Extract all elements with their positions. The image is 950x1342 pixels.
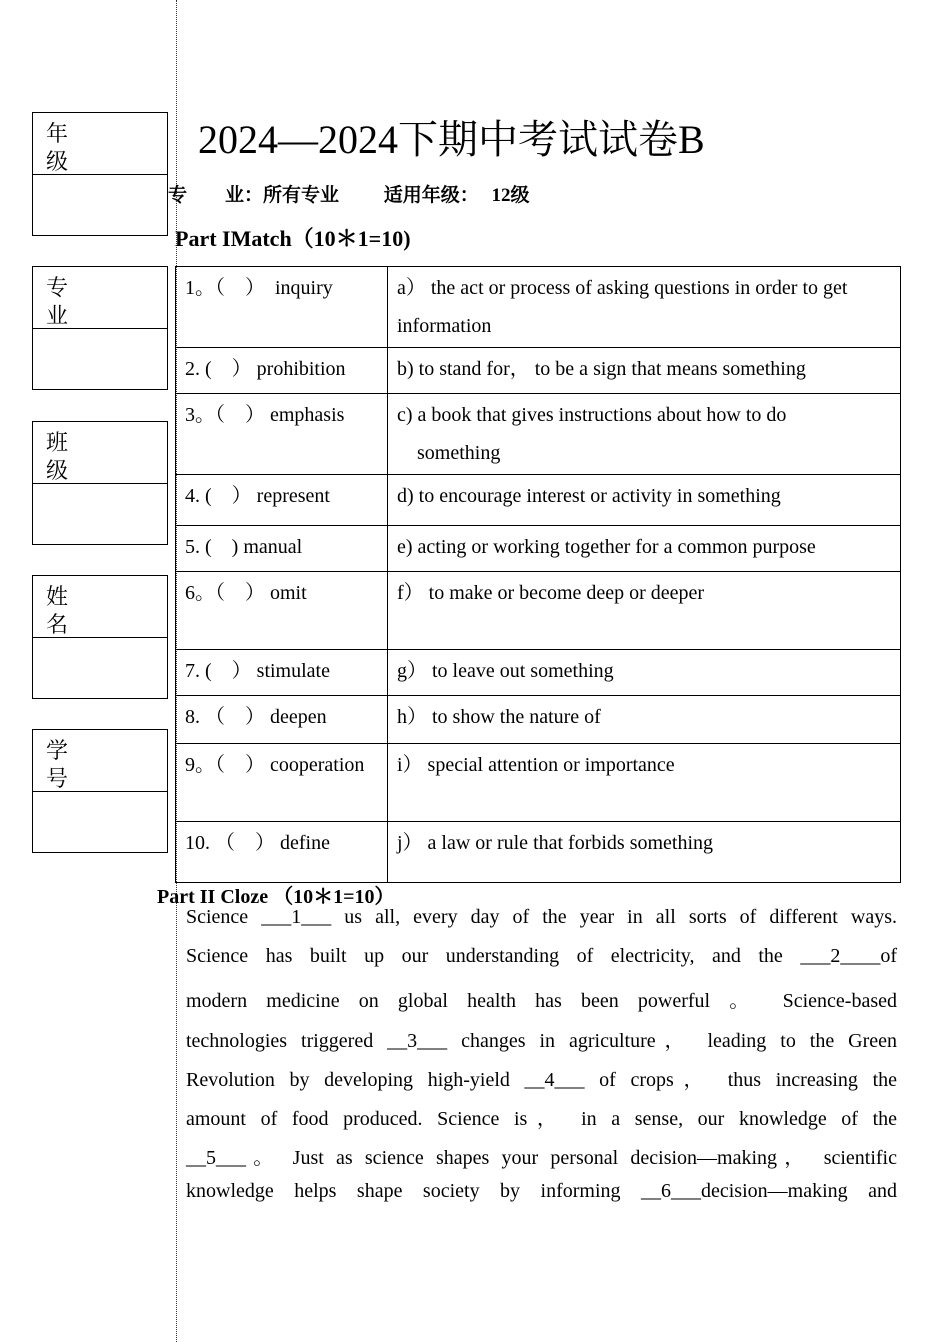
match-term: 9。（ ） cooperation — [176, 744, 388, 822]
cloze-line: Science has built up our understanding of electricity, and the ___2____of — [186, 945, 897, 968]
table-row — [176, 822, 901, 883]
match-term: 3。（ ） emphasis — [176, 394, 388, 475]
table-row — [176, 650, 901, 696]
part2-heading: Part II Cloze （10＊1=10） — [157, 886, 395, 908]
side-label: 班级 — [46, 431, 69, 484]
match-term: 1。（ ） inquiry — [176, 267, 388, 348]
side-field-class[interactable] — [32, 421, 168, 545]
match-definition: e) acting or working together for a common purpose — [388, 526, 901, 572]
table-row — [176, 394, 901, 475]
table-row — [176, 526, 901, 572]
cloze-line: knowledge helps shape society by informing __6___decision—making and — [186, 1180, 897, 1203]
cloze-line: amount of food produced. Science is， in a sense, our knowledge of the — [186, 1108, 897, 1130]
grade-value: 12级 — [491, 185, 530, 206]
match-term: 2. ( ） prohibition — [176, 348, 388, 394]
grade-label: 适用年级： — [383, 185, 479, 206]
match-definition: c) a book that gives instructions about how to do something — [388, 394, 901, 475]
side-field-major[interactable] — [32, 266, 168, 390]
cloze-line: Revolution by developing high-yield __4___ of crops， thus increasing the — [186, 1068, 897, 1091]
page-title: 2024—2024下期中考试试卷B — [198, 117, 705, 162]
match-definition: g） to leave out something — [388, 650, 901, 696]
match-definition: h） to show the nature of — [388, 696, 901, 744]
match-definition: j） a law or rule that forbids something — [388, 822, 901, 883]
table-row — [176, 475, 901, 526]
cloze-line: Science ___1___ us all, every day of the year in all sorts of different ways. — [186, 906, 897, 928]
side-label: 年级 — [46, 122, 69, 175]
cloze-line: modern medicine on global health has been powerful 。 Science-based — [186, 990, 897, 1013]
match-definition: b) to stand for， to be a sign that means something — [388, 348, 901, 394]
match-term: 7. ( ） stimulate — [176, 650, 388, 696]
side-label: 学号 — [46, 739, 69, 792]
match-term: 5. ( ) manual — [176, 526, 388, 572]
side-label: 专业 — [46, 276, 69, 329]
match-definition: i） special attention or importance — [388, 744, 901, 822]
table-row — [176, 744, 901, 822]
part1-heading: Part IMatch（10＊1=10) — [175, 226, 411, 251]
match-term: 6。（ ） omit — [176, 572, 388, 650]
cloze-line: technologies triggered __3___ changes in agriculture， leading to the Green — [186, 1029, 897, 1052]
match-definition: f） to make or become deep or deeper — [388, 572, 901, 650]
match-term: 10. （ ） define — [176, 822, 388, 883]
match-table — [175, 266, 901, 883]
side-label: 姓名 — [46, 585, 69, 638]
match-term: 4. ( ） represent — [176, 475, 388, 526]
subtitle — [168, 180, 530, 207]
match-definition: a） the act or process of asking questions in order to get information — [388, 267, 901, 348]
match-definition: d) to encourage interest or activity in something — [388, 475, 901, 526]
side-field-grade[interactable] — [32, 112, 168, 236]
table-row — [176, 572, 901, 650]
side-field-id[interactable] — [32, 729, 168, 853]
major-label: 专 业：所有专业 — [168, 185, 340, 206]
table-row — [176, 696, 901, 744]
cloze-line: __5___。 Just as science shapes your personal decision—making， scientific — [186, 1147, 897, 1170]
table-row — [176, 348, 901, 394]
table-row — [176, 267, 901, 348]
match-term: 8. （ ） deepen — [176, 696, 388, 744]
side-field-name[interactable] — [32, 575, 168, 699]
